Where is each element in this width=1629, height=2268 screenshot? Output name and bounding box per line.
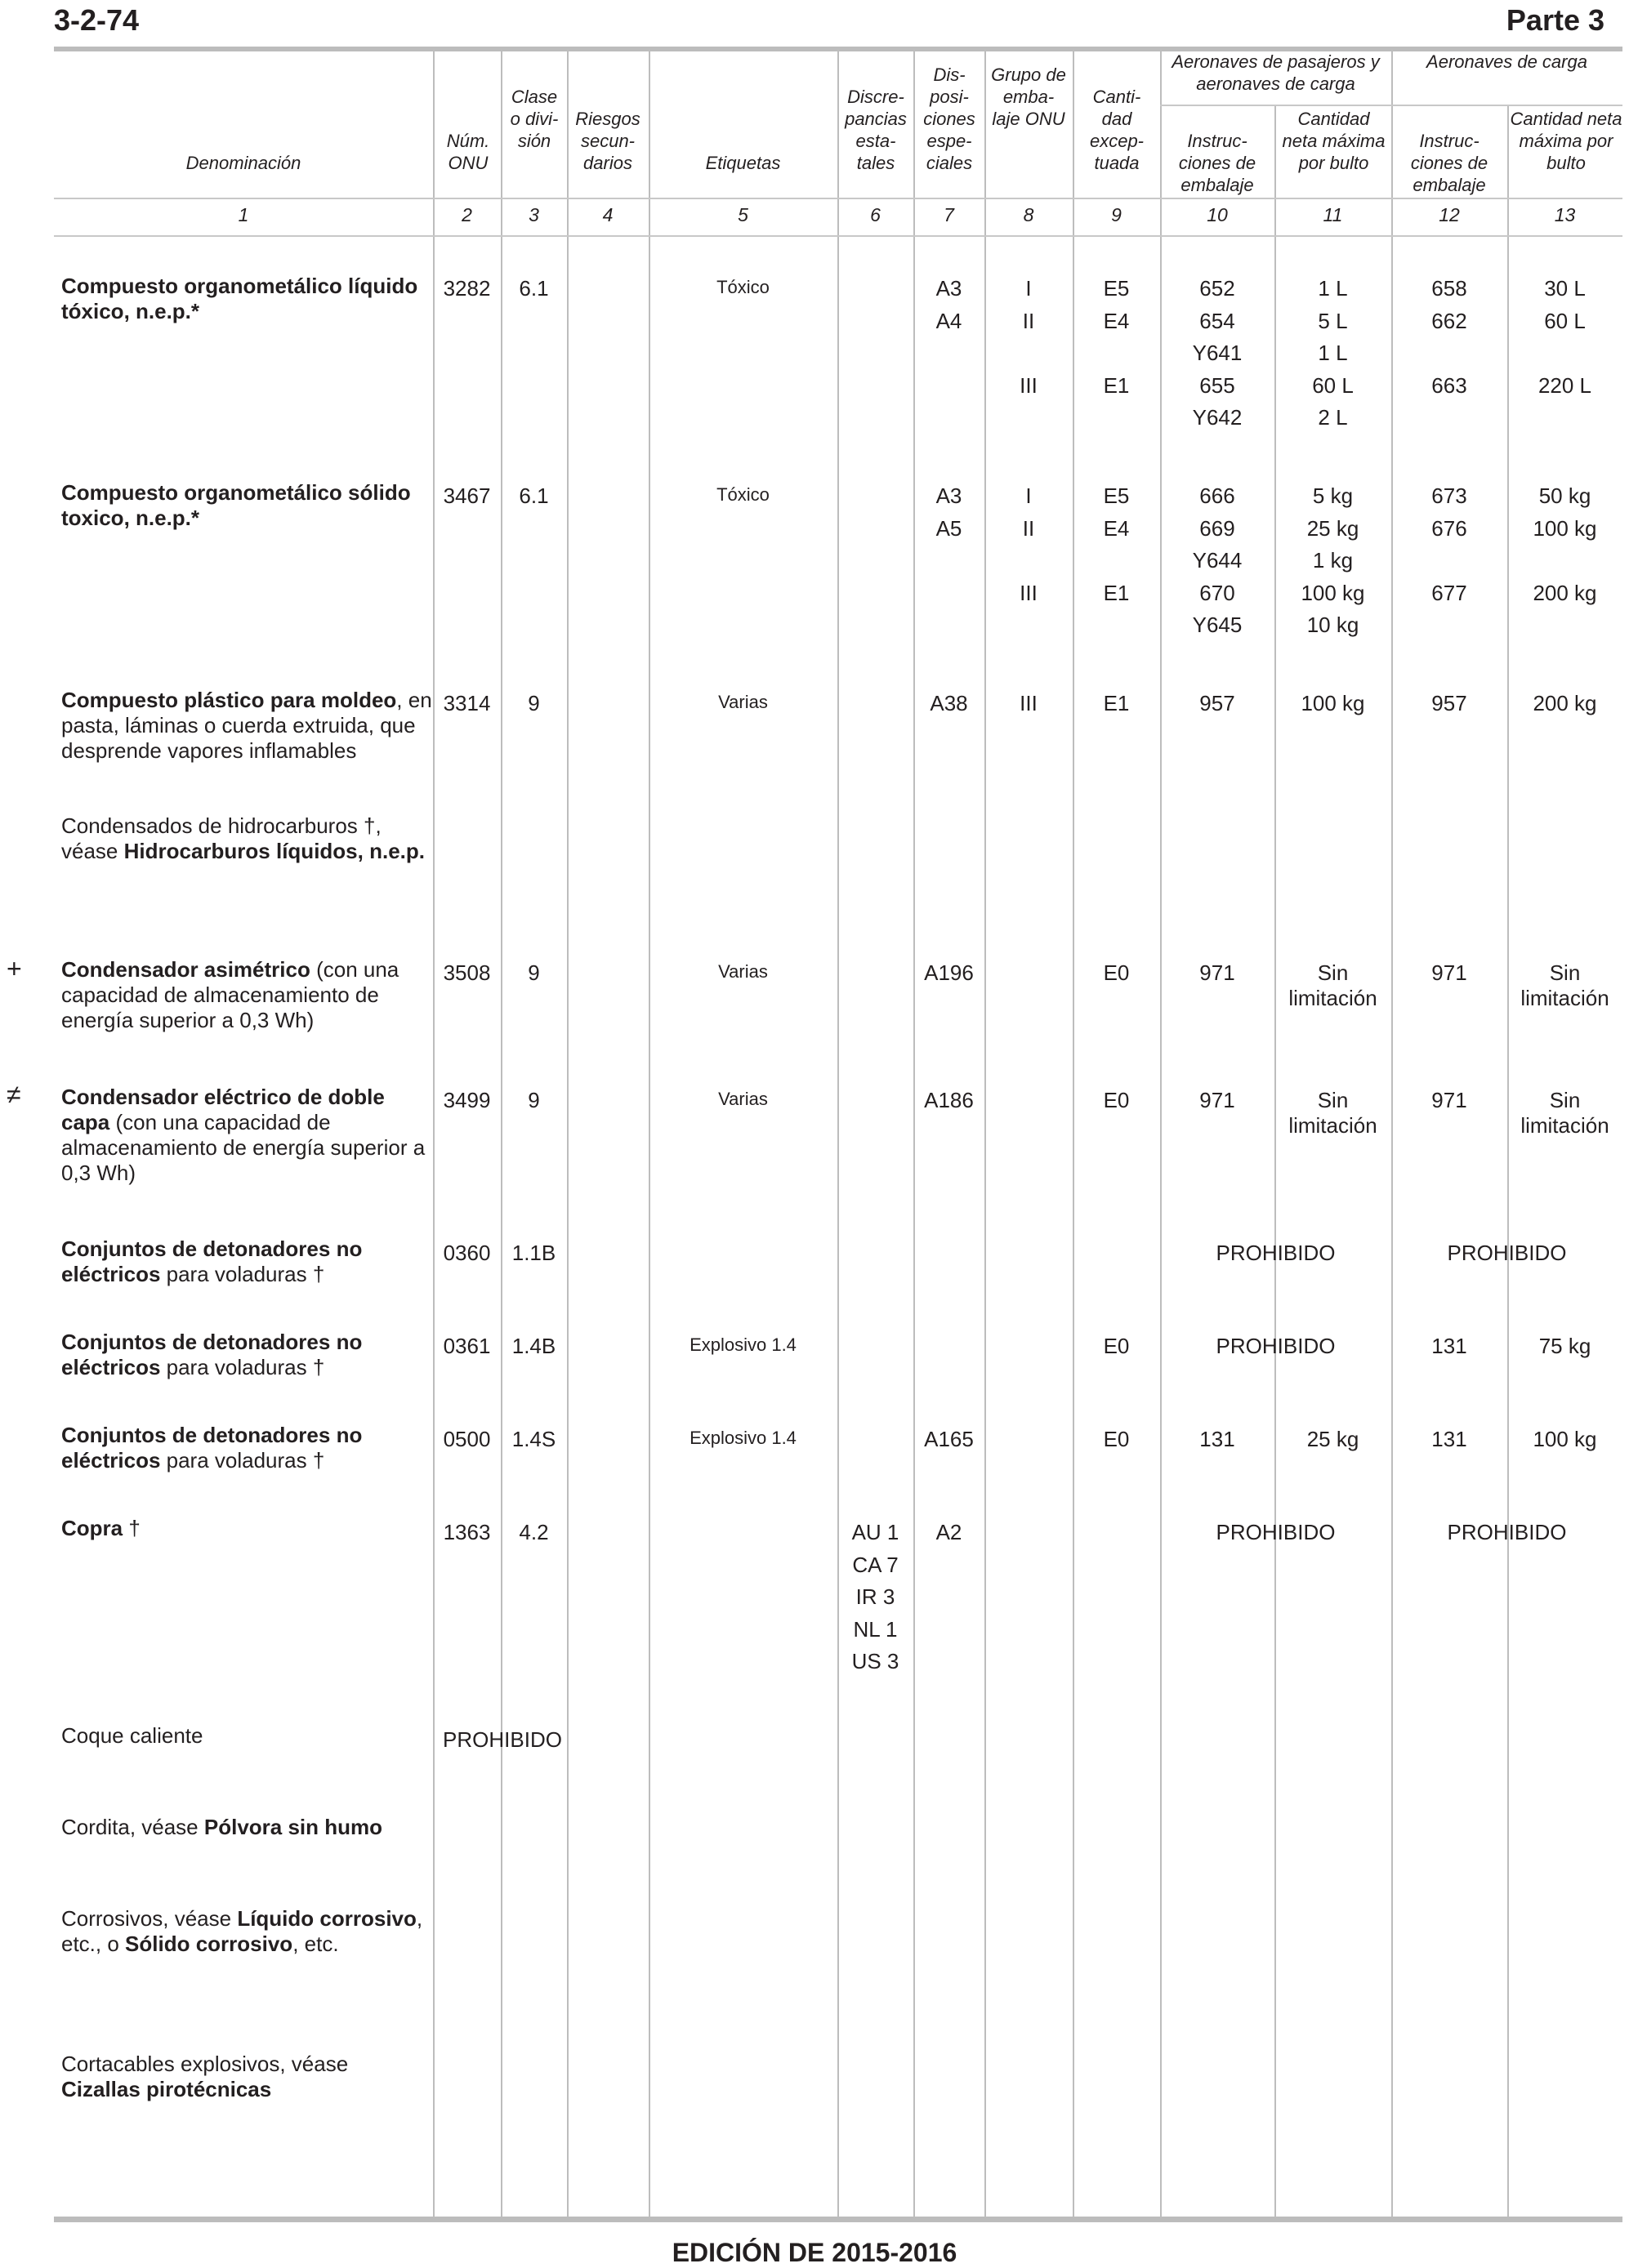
max-quantity-cargo: 30 L 60 L 220 L [1538,276,1592,398]
special-provisions: A196 [924,960,974,985]
header-group-cargo: Aeronaves de carga [1426,51,1587,72]
col-number: 10 [1207,204,1228,225]
col-number: 9 [1111,204,1122,225]
packing-instruction-cargo: 131 [1431,1427,1467,1451]
col-number: 2 [462,204,472,225]
un-number: 0360 [443,1241,491,1265]
group-rule [1160,105,1622,106]
col-divider [649,49,650,2221]
prohibited-all: PROHIBIDO [443,1727,562,1752]
page-number: 3-2-74 [54,3,140,37]
entry-name: Compuesto plástico para moldeo, en pasta, láminas o cuerda extruida, que desprende vapores inflamables [61,688,432,763]
excepted-quantity: E0 [1103,1088,1130,1112]
max-quantity-cargo: Sin limitación [1520,960,1609,1010]
hazard-label: Varias [718,961,768,982]
entry-name: Conjuntos de detonadores no eléctricos para voladuras † [61,1330,363,1379]
hazard-label: Varias [718,1089,768,1109]
packing-instruction-cargo: 658 662 663 [1431,276,1467,398]
un-number: 3499 [443,1088,491,1112]
packing-instruction-cargo: 971 [1431,1088,1467,1112]
entry-name: Corrosivos, véase Líquido corrosivo, etc., o Sólido corrosivo, etc. [61,1906,423,1956]
class-division: 1.1B [511,1241,556,1265]
prohibited-pax: PROHIBIDO [1216,1334,1336,1358]
un-number: 3282 [443,276,491,301]
max-quantity-cargo: 100 kg [1533,1427,1597,1451]
col-divider [1507,106,1509,2221]
col-divider [501,49,502,2221]
hazard-label: Explosivo 1.4 [690,1428,797,1448]
un-number: 3467 [443,483,491,508]
entry-name: Condensador eléctrico de doble capa (con una capacidad de almacenamiento de energía superior a 0,3 Wh) [61,1085,426,1185]
col-divider [433,49,435,2221]
packing-group: I II III [1020,483,1038,605]
class-division: 9 [528,691,540,715]
header-col-10: Instruc- ciones de embalaje [1178,131,1256,195]
packing-instruction-pax: 666 669 Y644 670 Y645 [1192,483,1243,637]
un-number: 0361 [443,1334,491,1358]
col-divider [837,49,839,2221]
packing-instruction-cargo: 131 [1431,1334,1467,1358]
class-division: 1.4S [511,1427,556,1451]
change-mark: + [7,954,22,983]
max-quantity-cargo: 200 kg [1533,691,1597,715]
header-col-8: Grupo de emba- laje ONU [991,65,1066,129]
packing-instruction-pax: 131 [1199,1427,1235,1451]
entry-name: Conjuntos de detonadores no eléctricos para voladuras † [61,1236,363,1286]
col-number: 6 [870,204,881,225]
col-number: 8 [1023,204,1034,225]
special-provisions: A3 A4 [935,276,962,333]
header-col-5: Etiquetas [705,153,781,173]
special-provisions: A3 A5 [935,483,962,541]
hazard-label: Tóxico [716,277,770,297]
packing-instruction-cargo: 673 676 677 [1431,483,1467,605]
class-division: 9 [528,1088,540,1112]
max-quantity-cargo: 75 kg [1538,1334,1591,1358]
header-group-passenger: Aeronaves de pasajeros y aeronaves de carga [1172,51,1380,94]
class-division: 4.2 [519,1520,549,1544]
un-number: 3508 [443,960,491,985]
excepted-quantity: E5 E4 E1 [1103,483,1130,605]
col-divider [567,49,569,2221]
packing-instruction-cargo: 957 [1431,691,1467,715]
prohibited-pax: PROHIBIDO [1216,1520,1336,1544]
entry-name: Compuesto organometálico líquido tóxico, n.e.p.* [61,274,418,323]
class-division: 1.4B [511,1334,556,1358]
entry-name: Condensados de hidrocarburos †, véase Hidrocarburos líquidos, n.e.p. [61,813,425,863]
prohibited-cargo: PROHIBIDO [1447,1520,1567,1544]
state-variations: AU 1 CA 7 IR 3 NL 1 US 3 [851,1520,899,1673]
max-quantity-cargo: 50 kg 100 kg 200 kg [1533,483,1597,605]
change-mark: ≠ [7,1080,21,1109]
excepted-quantity: E0 [1103,960,1130,985]
hazard-label: Tóxico [716,484,770,505]
class-division: 6.1 [519,483,549,508]
excepted-quantity: E5 E4 E1 [1103,276,1130,398]
col-number: 5 [738,204,748,225]
prohibited-pax: PROHIBIDO [1216,1241,1336,1265]
hazard-label: Varias [718,692,768,712]
max-quantity-cargo: Sin limitación [1520,1088,1609,1138]
header-col-7: Dis- posi- ciones espe- ciales [923,65,975,173]
header-col-6: Discre- pancias esta- tales [845,87,907,173]
hazard-label: Explosivo 1.4 [690,1335,797,1355]
header-col-12: Instruc- ciones de embalaje [1410,131,1488,195]
header-col-2: Núm. ONU [446,131,490,173]
un-number: 3314 [443,691,491,715]
special-provisions: A38 [930,691,968,715]
max-quantity-pax: 25 kg [1306,1427,1359,1451]
max-quantity-pax: Sin limitación [1288,1088,1377,1138]
packing-instruction-cargo: 971 [1431,960,1467,985]
class-division: 6.1 [519,276,549,301]
class-division: 9 [528,960,540,985]
header-col-11: Cantidad neta máxima por bulto [1282,109,1386,173]
packing-instruction-pax: 652 654 Y641 655 Y642 [1192,276,1243,430]
max-quantity-pax: 1 L 5 L 1 L 60 L 2 L [1312,276,1354,430]
part-label: Parte 3 [1506,3,1604,37]
excepted-quantity: E1 [1103,691,1130,715]
max-quantity-pax: 5 kg 25 kg 1 kg 100 kg 10 kg [1301,483,1365,637]
col-number: 11 [1323,204,1343,225]
entry-name: Coque caliente [61,1723,203,1748]
special-provisions: A186 [924,1088,974,1112]
col-divider [913,49,915,2221]
packing-instruction-pax: 971 [1199,1088,1235,1112]
header-col-13: Cantidad neta máxima por bulto [1510,109,1622,173]
packing-instruction-pax: 957 [1199,691,1235,715]
un-number: 1363 [443,1520,491,1544]
special-provisions: A2 [935,1520,962,1544]
max-quantity-pax: 100 kg [1301,691,1365,715]
bottom-rule [54,2217,1622,2222]
entry-name: Condensador asimétrico (con una capacidad de almacenamiento de energía superior a 0,3 Wh) [61,957,399,1032]
header-col-9: Canti- dad excep- tuada [1089,87,1145,173]
excepted-quantity: E0 [1103,1334,1130,1358]
col-number: 4 [602,204,614,225]
entry-name: Cordita, véase Pólvora sin humo [61,1815,383,1839]
header-rule [54,198,1622,199]
entry-name: Conjuntos de detonadores no eléctricos para voladuras † [61,1423,363,1473]
packing-group: I II III [1020,276,1038,398]
col-number: 13 [1554,204,1576,225]
max-quantity-pax: Sin limitación [1288,960,1377,1010]
packing-instruction-pax: 971 [1199,960,1235,985]
entry-name: Copra † [61,1516,141,1540]
entry-name: Cortacables explosivos, véase Cizallas pirotécnicas [61,2052,349,2101]
col-number: 7 [944,204,954,225]
header-col-1: Denominación [185,153,301,173]
prohibited-cargo: PROHIBIDO [1447,1241,1567,1265]
packing-group: III [1020,691,1038,715]
col-number: 3 [529,204,539,225]
col-number: 12 [1439,204,1460,225]
edition-footer: EDICIÓN DE 2015-2016 [672,2238,957,2267]
header-col-3: Clase o divi- sión [510,87,559,151]
entry-name: Compuesto organometálico sólido toxico, n.e.p.* [61,480,411,530]
header-col-4: Riesgos secun- darios [575,109,640,173]
col-number: 1 [238,204,249,225]
header-rule [54,235,1622,237]
excepted-quantity: E0 [1103,1427,1130,1451]
special-provisions: A165 [924,1427,974,1451]
un-number: 0500 [443,1427,491,1451]
